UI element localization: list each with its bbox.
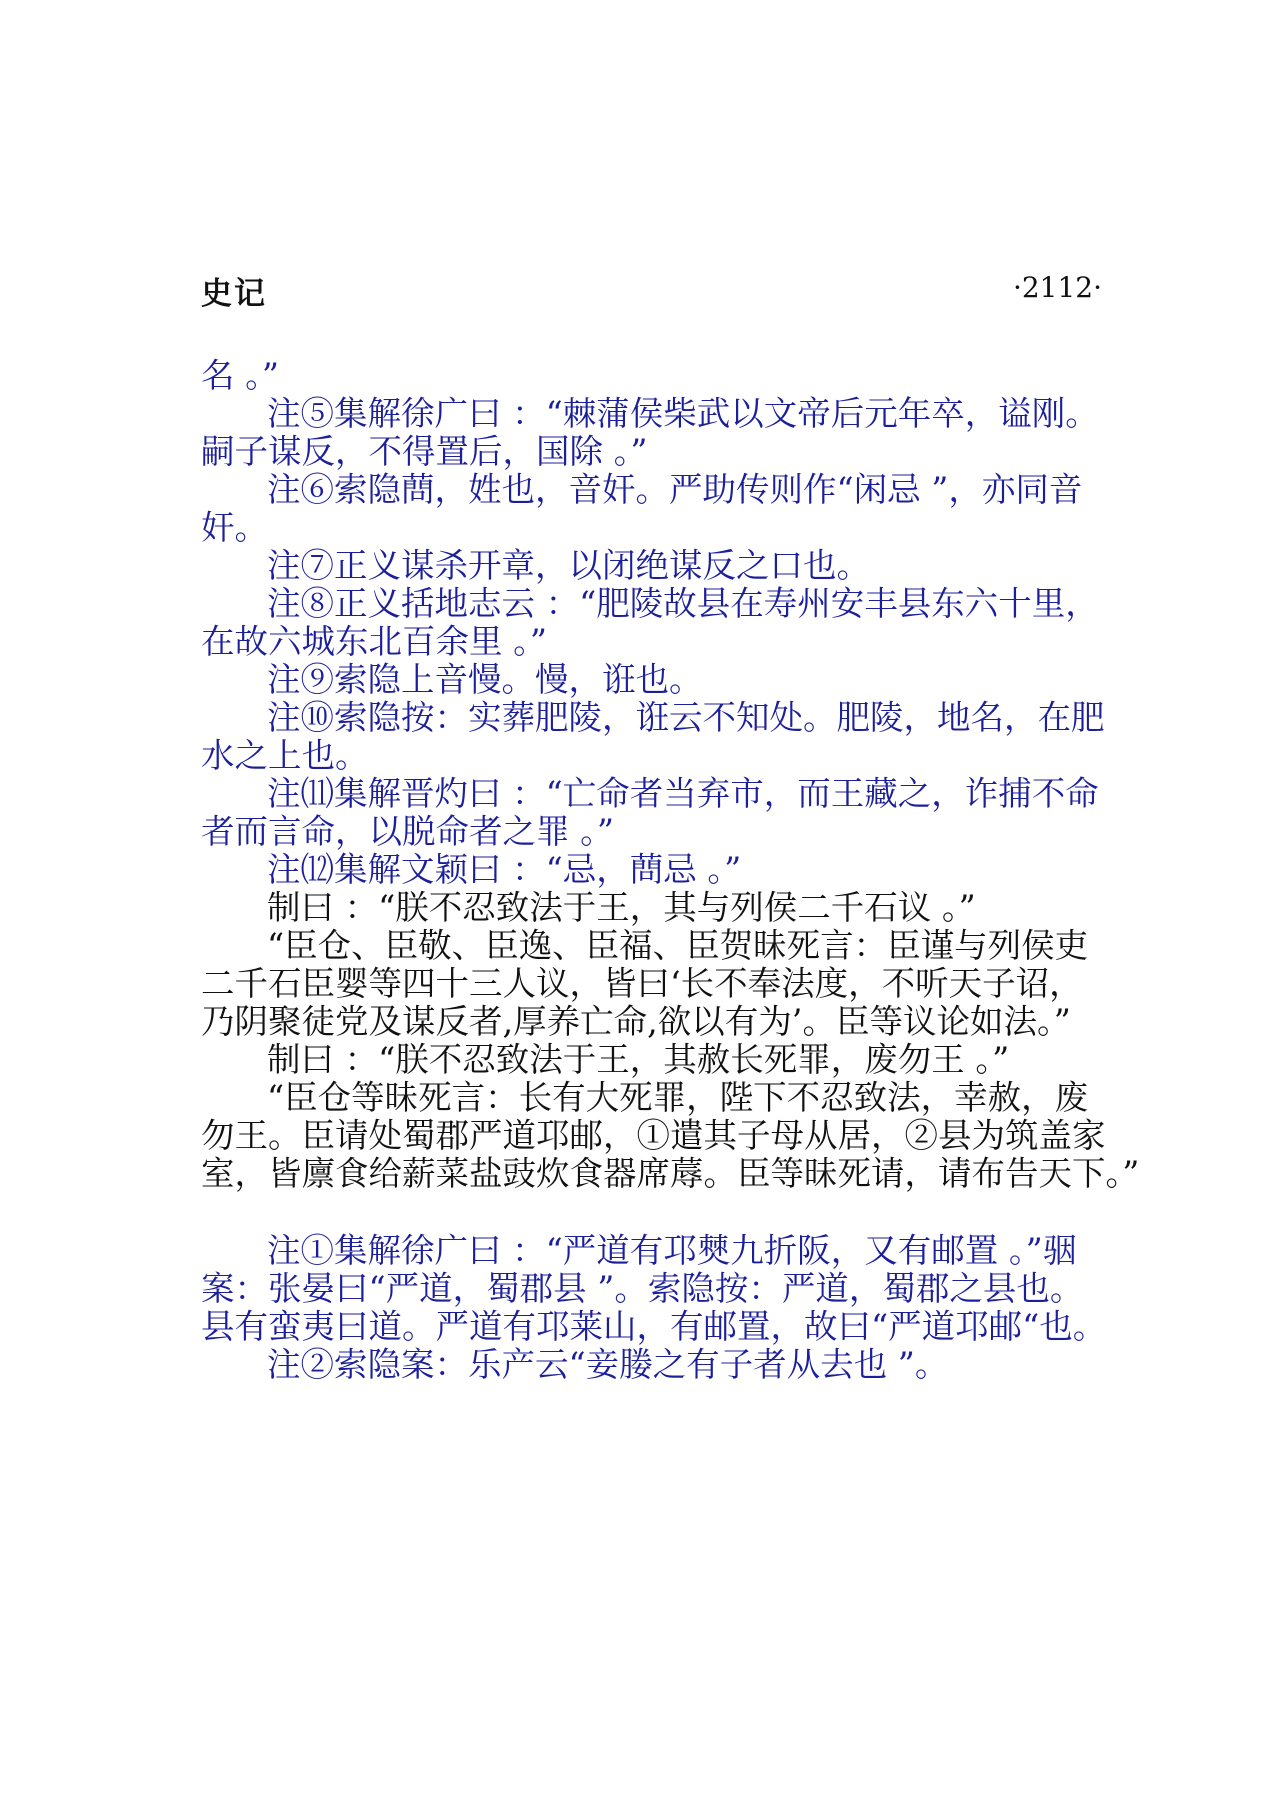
book-title: 史记 [201, 276, 267, 312]
text-line: 注⑩索隐按：实葬肥陵，诳云不知处。肥陵，地名，在肥 [267, 698, 1105, 737]
text-line: 室，皆廪食给薪菜盐豉炊食器席蓐。臣等昧死请，请布告天下。” [201, 1154, 1140, 1193]
text-line: 注⑨索隐上音慢。慢，诳也。 [267, 660, 703, 699]
text-line: 制曰 ：“朕不忍致法于王，其赦长死罪，废勿王 。” [267, 1040, 1010, 1079]
text-line: 注⑤集解徐广曰 ：“棘蒲侯柴武以文帝后元年卒，谥刚。 [267, 394, 1099, 433]
text-line: 嗣子谋反，不得置后，国除 。” [201, 432, 648, 471]
text-line: 二千石臣婴等四十三人议，皆曰‘长不奉法度，不听天子诏， [201, 964, 1083, 1003]
text-line: 注⑾集解晋灼曰 ：“亡命者当弃市，而王藏之，诈捕不命 [267, 774, 1099, 813]
text-line: 乃阴聚徒党及谋反者,厚养亡命,欲以有为’。臣等议论如法。” [201, 1002, 1071, 1041]
text-line: 注⑦正义谋杀开章，以闭绝谋反之口也。 [267, 546, 870, 585]
text-line: “臣仓、臣敬、臣逸、臣福、臣贺昧死言：臣谨与列侯吏 [267, 926, 1089, 965]
text-line: 名 。” [201, 356, 280, 395]
text-line: “臣仓等昧死言：长有大死罪，陛下不忍致法，幸赦，废 [267, 1078, 1089, 1117]
text-line: 者而言命，以脱命者之罪 。” [201, 812, 615, 851]
text-line: 勿王。臣请处蜀郡严道邛邮，①遣其子母从居，②县为筑盖家 [201, 1116, 1106, 1155]
text-line: 注②索隐案：乐产云“妾媵之有子者从去也 ”。 [267, 1345, 949, 1384]
text-line: 注⑧正义括地志云 ：“肥陵故县在寿州安丰县东六十里， [267, 584, 1099, 623]
text-line: 案：张晏曰“严道，蜀郡县 ”。索隐按：严道，蜀郡之县也。 [201, 1269, 1084, 1308]
text-line: 在故六城东北百余里 。” [201, 622, 548, 661]
text-line: 制曰 ：“朕不忍致法于王，其与列侯二千石议 。” [267, 888, 976, 927]
text-line: 奸。 [201, 508, 268, 547]
text-line: 县有蛮夷曰道。严道有邛莱山，有邮置，故曰“严道邛邮“也。 [201, 1307, 1107, 1346]
text-line: 注⑥索隐蔄，姓也，音奸。严助传则作“闲忌 ”，亦同音 [267, 470, 1083, 509]
text-line: 水之上也。 [201, 736, 369, 775]
text-line: 注⑿集解文颖曰 ：“忌，蔄忌 。” [267, 850, 742, 889]
page-number: ·2112· [1012, 271, 1102, 304]
text-line: 注①集解徐广曰 ：“严道有邛僰九折阪，又有邮置 。”骃 [267, 1231, 1077, 1270]
